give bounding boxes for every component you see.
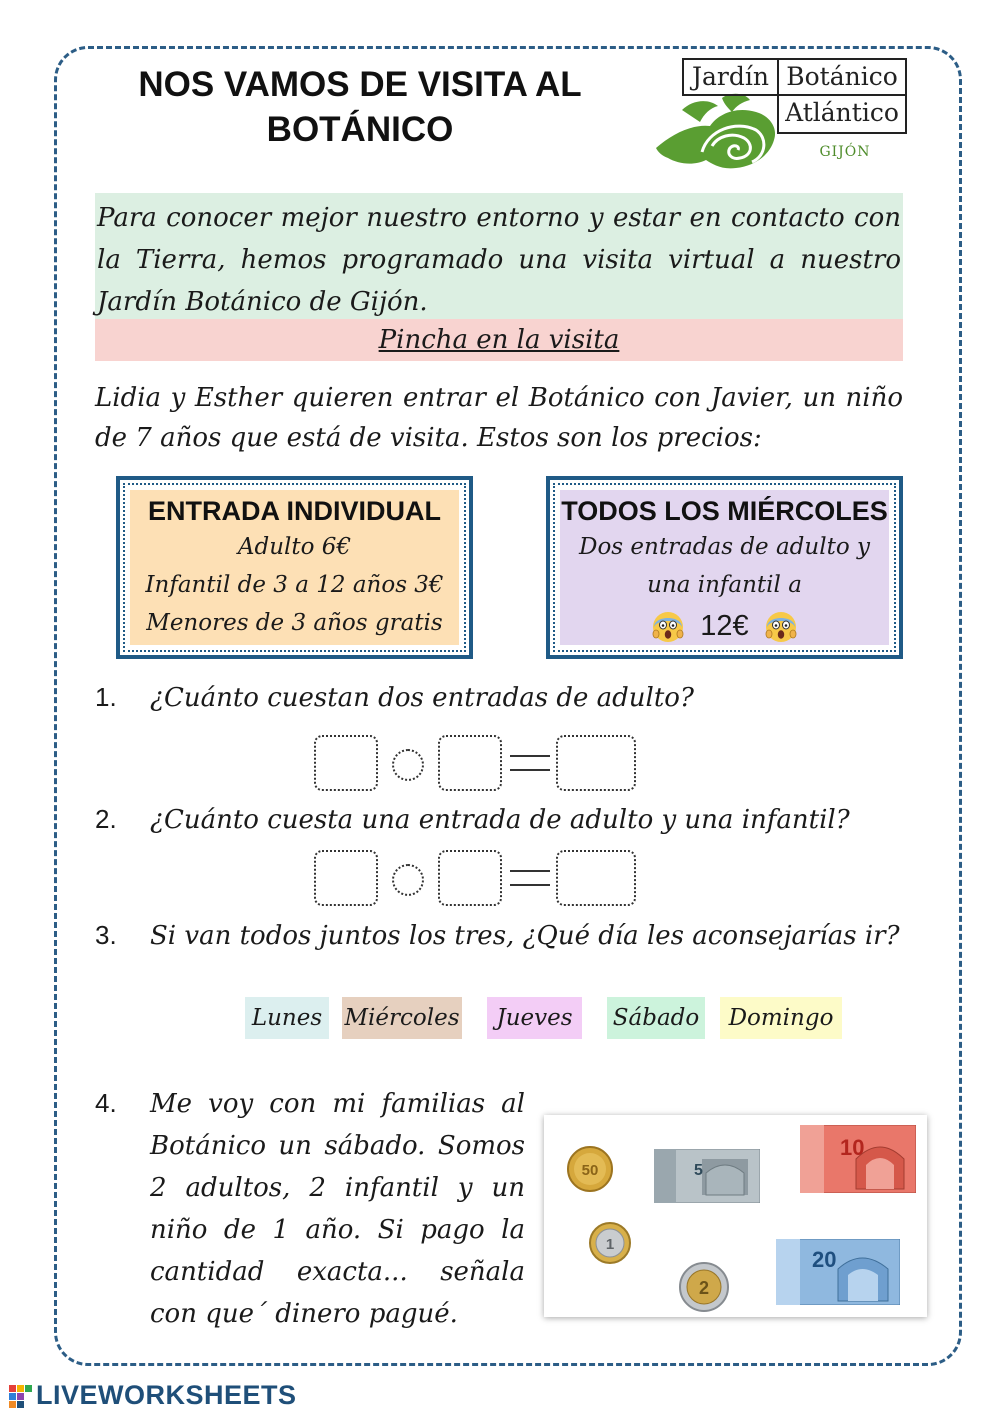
question-2-text: ¿Cuánto cuesta una entrada de adulto y una infantil? — [150, 805, 850, 835]
visit-link[interactable]: Pincha en la visita — [378, 325, 620, 355]
logo-word-atlantico: Atlántico — [777, 96, 907, 134]
price-line-under3: Menores de 3 años gratis — [146, 610, 443, 636]
day-option-lunes[interactable]: Lunes — [245, 997, 329, 1039]
answer-box-1a[interactable] — [314, 735, 378, 791]
day-option-miercoles[interactable]: Miércoles — [342, 997, 462, 1039]
coin-1-euro[interactable] — [588, 1221, 632, 1265]
wednesday-price: 12€ — [700, 610, 749, 642]
liveworksheets-logo-icon — [8, 1384, 34, 1408]
question-4-text: Me voy con mi familias al Botánico un sábado. Somos 2 adultos, 2 infantil y un niño de 1 año. Si pago la cantidad exacta... señala con que´ dinero pagué. — [150, 1089, 525, 1329]
day-options — [0, 997, 1000, 1039]
result-box-2[interactable] — [556, 850, 636, 906]
question-3-text: Si van todos juntos los tres, ¿Qué día les aconsejarías ir? — [150, 921, 900, 951]
answer-box-1b[interactable] — [438, 735, 502, 791]
equals-sign — [510, 753, 550, 775]
price-line-child: Infantil de 3 a 12 años 3€ — [145, 572, 444, 598]
banknote-20-euro[interactable] — [776, 1239, 900, 1305]
logo-word-jardin: Jardín — [682, 58, 777, 96]
logo-city: GIJÓN — [819, 144, 871, 160]
wednesday-line-2: una infantil a — [647, 572, 802, 598]
wednesday-line-1: Dos entradas de adulto y — [579, 534, 870, 560]
result-box-1[interactable] — [556, 735, 636, 791]
botanical-garden-logo — [650, 56, 915, 176]
question-3-number: 3. — [95, 920, 117, 950]
operator-box-2[interactable] — [392, 864, 424, 896]
answer-box-2b[interactable] — [438, 850, 502, 906]
operator-box-1[interactable] — [392, 749, 424, 781]
individual-price-heading: ENTRADA INDIVIDUAL — [148, 496, 441, 526]
day-option-jueves[interactable]: Jueves — [487, 997, 582, 1039]
intro-text: Para conocer mejor nuestro entorno y estar en contacto con la Tierra, hemos programado una visita virtual a nuestro Jardín Botánico de Gijón. — [95, 193, 903, 319]
page-title: NOS VAMOS DE VISITA AL BOTÁNICO — [138, 65, 582, 149]
answer-box-2a[interactable] — [314, 850, 378, 906]
prices-intro-paragraph: Lidia y Esther quieren entrar el Botánico con Javier, un niño de 7 años que está de visita. Estos son los precios: — [95, 383, 903, 453]
day-option-domingo[interactable]: Domingo — [720, 997, 842, 1039]
note-10-label: 10 — [840, 1135, 865, 1160]
day-option-sabado[interactable]: Sábado — [607, 997, 705, 1039]
banknote-10-euro[interactable] — [800, 1125, 916, 1193]
coin-2-euro[interactable] — [678, 1261, 730, 1313]
footer-text: LIVEWORKSHEETS — [36, 1380, 297, 1410]
equals-sign — [510, 868, 550, 890]
coin-1-label: 1 — [605, 1236, 615, 1253]
leaf-logo-icon — [652, 90, 782, 174]
money-options-panel — [544, 1115, 927, 1317]
note-20-label: 20 — [812, 1247, 837, 1272]
question-1-text: ¿Cuánto cuestan dos entradas de adulto? — [150, 683, 694, 713]
banknote-5-euro[interactable] — [654, 1149, 760, 1203]
coin-50-label: 50 — [581, 1162, 599, 1179]
equation-1 — [314, 735, 636, 793]
question-4-number: 4. — [95, 1088, 117, 1118]
screaming-face-icon — [651, 609, 685, 643]
price-line-adult: Adulto 6€ — [237, 534, 352, 560]
coin-2-label: 2 — [698, 1278, 710, 1298]
equation-2 — [314, 850, 636, 908]
question-1-number: 1. — [95, 682, 117, 712]
question-2-number: 2. — [95, 804, 117, 834]
logo-word-botanico: Botánico — [777, 58, 907, 96]
individual-price-box — [116, 476, 473, 659]
wednesday-price-heading: TODOS LOS MIÉRCOLES — [561, 496, 888, 526]
coin-50-cent[interactable] — [566, 1145, 614, 1193]
visit-link-bar — [95, 319, 903, 361]
screaming-face-icon — [764, 609, 798, 643]
wednesday-price-box — [546, 476, 903, 659]
note-5-label: 5 — [694, 1162, 703, 1179]
